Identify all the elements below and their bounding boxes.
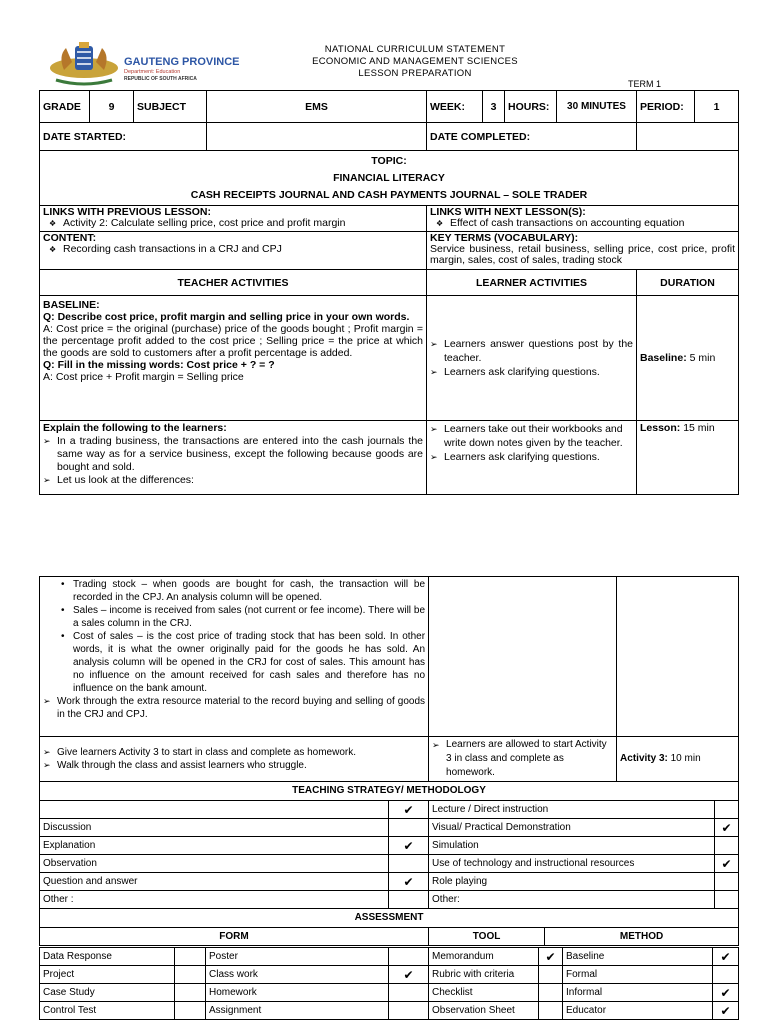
strategy-right-check[interactable] bbox=[715, 837, 739, 855]
assessment-tool-header: TOOL bbox=[429, 928, 545, 946]
assessment-tool: Memorandum bbox=[429, 948, 539, 966]
learner-activities-header: LEARNER ACTIVITIES bbox=[427, 270, 637, 296]
period-label: PERIOD: bbox=[637, 91, 695, 123]
assessment-form-2-check[interactable] bbox=[389, 984, 429, 1002]
note-cost-of-sales: • Cost of sales – is the cost price of trading stock that has been sold. In other words, it is what the owner originally paid for the goods he has sold. An analysis column will be opened in the CRJ for cost of sales. This amount has no influence on the amount received for cash sales and therefore has no influence on the bank amount. bbox=[43, 630, 425, 695]
links-previous bbox=[40, 206, 427, 232]
strategy-right-check[interactable]: ✔ bbox=[715, 855, 739, 873]
strategy-right-label: Simulation bbox=[429, 837, 715, 855]
activity-learner-cell bbox=[429, 737, 617, 782]
date-completed-field[interactable] bbox=[637, 123, 739, 151]
assessment-tool-check[interactable]: ✔ bbox=[539, 948, 563, 966]
lesson-cell bbox=[40, 421, 427, 495]
assessment-method: Informal bbox=[563, 984, 713, 1002]
content-label: CONTENT: bbox=[43, 232, 97, 244]
assessment-form-1: Case Study bbox=[40, 984, 175, 1002]
page2-learner-empty bbox=[429, 577, 617, 737]
baseline-answer-2: A: Cost price + Profit margin = Selling price bbox=[43, 371, 244, 383]
assessment-form-1: Project bbox=[40, 966, 175, 984]
strategy-title: TEACHING STRATEGY/ METHODOLOGY bbox=[40, 782, 739, 801]
lesson-learner-cell bbox=[427, 421, 637, 495]
strategy-right-check[interactable] bbox=[715, 873, 739, 891]
lesson-item: ➢ Let us look at the differences: bbox=[43, 474, 423, 487]
content-cell bbox=[40, 232, 427, 270]
assessment-tool-check[interactable] bbox=[539, 1002, 563, 1020]
lesson-duration-label: Lesson: bbox=[640, 422, 681, 434]
content-item: ❖ Recording cash transactions in a CRJ and CPJ bbox=[43, 244, 423, 255]
strategy-left-label: Observation bbox=[40, 855, 389, 873]
grade-label: GRADE bbox=[40, 91, 90, 123]
strategy-right-check[interactable] bbox=[715, 801, 739, 819]
strategy-left-label bbox=[40, 801, 389, 819]
strategy-left-check[interactable]: ✔ bbox=[389, 837, 429, 855]
date-started-field[interactable] bbox=[207, 123, 427, 151]
page2-duration-empty bbox=[617, 577, 739, 737]
topic-line-1: FINANCIAL LITERACY bbox=[333, 171, 445, 184]
baseline-learner-cell bbox=[427, 296, 637, 421]
links-next-item: ❖ Effect of cash transactions on accounting equation bbox=[430, 218, 735, 229]
activity-item: ➢ Give learners Activity 3 to start in class and complete as homework. bbox=[43, 746, 425, 759]
lesson-label: Explain the following to the learners: bbox=[43, 422, 227, 434]
assessment-tool-check[interactable] bbox=[539, 984, 563, 1002]
activity-learner-item: ➢ Learners are allowed to start Activity 3 in class and complete as homework. bbox=[432, 738, 613, 780]
assessment-method-check[interactable]: ✔ bbox=[713, 948, 739, 966]
topic-cell bbox=[40, 151, 739, 206]
strategy-left-check[interactable] bbox=[389, 819, 429, 837]
lesson-duration-cell bbox=[637, 421, 739, 495]
assessment-tool: Checklist bbox=[429, 984, 539, 1002]
activity-item: ➢ Walk through the class and assist learners who struggle. bbox=[43, 759, 425, 772]
strategy-left-label: Discussion bbox=[40, 819, 389, 837]
assessment-method-check[interactable] bbox=[713, 966, 739, 984]
topic-label: TOPIC: bbox=[371, 154, 407, 167]
subject-value: EMS bbox=[207, 91, 427, 123]
strategy-left-check[interactable]: ✔ bbox=[389, 801, 429, 819]
assessment-tool: Observation Sheet bbox=[429, 1002, 539, 1020]
date-completed-label: DATE COMPLETED: bbox=[427, 123, 637, 151]
lesson-learner-item: ➢ Learners take out their workbooks and write down notes given by the teacher. bbox=[430, 422, 633, 450]
strategy-right-check[interactable] bbox=[715, 891, 739, 909]
baseline-learner-item: ➢ Learners ask clarifying questions. bbox=[430, 365, 633, 379]
strategy-right-label: Lecture / Direct instruction bbox=[429, 801, 715, 819]
lesson-learner-item: ➢ Learners ask clarifying questions. bbox=[430, 450, 633, 464]
hours-value: 30 MINUTES bbox=[557, 91, 637, 123]
strategy-left-label: Other : bbox=[40, 891, 389, 909]
assessment-form-2: Assignment bbox=[206, 1002, 389, 1020]
hours-label: HOURS: bbox=[505, 91, 557, 123]
duration-header: DURATION bbox=[637, 270, 739, 296]
assessment-method-header: METHOD bbox=[545, 928, 739, 946]
assessment-method: Baseline bbox=[563, 948, 713, 966]
key-terms-label: KEY TERMS (VOCABULARY): bbox=[430, 232, 579, 244]
subject-label: SUBJECT bbox=[134, 91, 207, 123]
title-line-1: NATIONAL CURRICULUM STATEMENT bbox=[324, 44, 506, 55]
page2-notes-cell bbox=[40, 577, 429, 737]
logo-dept: Department: Education bbox=[124, 69, 181, 75]
teacher-activities-header: TEACHER ACTIVITIES bbox=[40, 270, 427, 296]
note-trading-stock: • Trading stock – when goods are bought for cash, the transaction will be recorded in the CPJ. An analysis column will be opened. bbox=[43, 578, 425, 604]
baseline-learner-item: ➢ Learners answer questions post by the teacher. bbox=[430, 337, 633, 365]
assessment-form-1-check[interactable] bbox=[175, 984, 206, 1002]
assessment-form-2: Poster bbox=[206, 948, 389, 966]
assessment-method-check[interactable]: ✔ bbox=[713, 1002, 739, 1020]
strategy-left-label: Explanation bbox=[40, 837, 389, 855]
baseline-question-1: Q: Describe cost price, profit margin and selling price in your own words. bbox=[43, 311, 410, 323]
strategy-right-label: Role playing bbox=[429, 873, 715, 891]
assessment-tool-check[interactable] bbox=[539, 966, 563, 984]
assessment-form-1: Control Test bbox=[40, 1002, 175, 1020]
week-label: WEEK: bbox=[427, 91, 483, 123]
key-terms-text: Service business, retail business, selling price, cost price, profit margin, sales, cost of sales, trading stock bbox=[430, 243, 735, 266]
strategy-left-check[interactable] bbox=[389, 855, 429, 873]
strategy-right-check[interactable]: ✔ bbox=[715, 819, 739, 837]
assessment-method: Educator bbox=[563, 1002, 713, 1020]
links-next bbox=[427, 206, 739, 232]
assessment-form-1-check[interactable] bbox=[175, 1002, 206, 1020]
assessment-form-2: Homework bbox=[206, 984, 389, 1002]
week-value: 3 bbox=[483, 91, 505, 123]
assessment-form-header: FORM bbox=[40, 928, 429, 946]
assessment-form-2: Class work bbox=[206, 966, 389, 984]
term-label: TERM 1 bbox=[628, 79, 662, 89]
assessment-form-2-check[interactable] bbox=[389, 948, 429, 966]
assessment-form-1-check[interactable] bbox=[175, 948, 206, 966]
key-terms-cell bbox=[427, 232, 739, 270]
lesson-table-page1 bbox=[39, 90, 739, 495]
baseline-duration-value: 5 min bbox=[689, 352, 716, 364]
assessment-title: ASSESSMENT bbox=[40, 909, 739, 928]
baseline-cell bbox=[40, 296, 427, 421]
title-line-3: LESSON PREPARATION bbox=[358, 68, 472, 79]
links-previous-item: ❖ Activity 2: Calculate selling price, cost price and profit margin bbox=[43, 218, 423, 229]
activity-duration-value: 10 min bbox=[670, 753, 701, 764]
logo-name: GAUTENG PROVINCE bbox=[124, 56, 240, 68]
links-previous-label: LINKS WITH PREVIOUS LESSON: bbox=[43, 206, 212, 218]
strategy-right-label: Use of technology and instructional resources bbox=[429, 855, 715, 873]
assessment-tool: Rubric with criteria bbox=[429, 966, 539, 984]
strategy-left-check[interactable]: ✔ bbox=[389, 873, 429, 891]
lesson-duration-value: 15 min bbox=[683, 422, 715, 434]
strategy-right-label: Other: bbox=[429, 891, 715, 909]
topic-line-2: CASH RECEIPTS JOURNAL AND CASH PAYMENTS JOURNAL – SOLE TRADER bbox=[190, 188, 588, 201]
assessment-form-2-check[interactable]: ✔ bbox=[389, 966, 429, 984]
document-title bbox=[250, 44, 580, 80]
assessment-form-1-check[interactable] bbox=[175, 966, 206, 984]
activity-duration-cell bbox=[617, 737, 739, 782]
grade-value: 9 bbox=[90, 91, 134, 123]
baseline-question-2: Q: Fill in the missing words: Cost price + ? = ? bbox=[43, 359, 275, 371]
strategy-left-label: Question and answer bbox=[40, 873, 389, 891]
strategy-right-label: Visual/ Practical Demonstration bbox=[429, 819, 715, 837]
title-line-2: ECONOMIC AND MANAGEMENT SCIENCES bbox=[312, 56, 518, 67]
baseline-duration-cell bbox=[637, 296, 739, 421]
activity-cell bbox=[40, 737, 429, 782]
baseline-label: BASELINE: bbox=[43, 299, 100, 311]
baseline-duration-label: Baseline: bbox=[640, 352, 687, 364]
note-sales: • Sales – income is received from sales (not current or fee income). There will be a sales column in the CRJ. bbox=[43, 604, 425, 630]
activity-duration-label: Activity 3: bbox=[620, 753, 668, 764]
assessment-form-2-check[interactable] bbox=[389, 1002, 429, 1020]
date-started-label: DATE STARTED: bbox=[40, 123, 207, 151]
gauteng-logo bbox=[44, 38, 239, 88]
links-next-label: LINKS WITH NEXT LESSON(S): bbox=[430, 206, 586, 218]
assessment-method-check[interactable]: ✔ bbox=[713, 984, 739, 1002]
note-work-through: ➢ Work through the extra resource material to the record buying and selling of goods in the CRJ and CPJ. bbox=[43, 695, 425, 721]
assessment-form-1: Data Response bbox=[40, 948, 175, 966]
strategy-left-check[interactable] bbox=[389, 891, 429, 909]
coat-of-arms-icon bbox=[44, 38, 124, 88]
period-value: 1 bbox=[695, 91, 739, 123]
assessment-method: Formal bbox=[563, 966, 713, 984]
lesson-item: ➢ In a trading business, the transactions are entered into the cash journals the same way as for a service business, except the following because goods are bought and sold. bbox=[43, 435, 423, 474]
baseline-answer-1: A: Cost price = the original (purchase) price of the goods bought ; Profit margin = the percentage profit added to the cost price ; Selling price = the price at which the goods are sold to customers after a profit percentage is added. bbox=[43, 323, 423, 359]
logo-country: REPUBLIC OF SOUTH AFRICA bbox=[124, 76, 197, 82]
lesson-table-page2 bbox=[39, 576, 739, 946]
assessment-table bbox=[39, 947, 739, 1020]
